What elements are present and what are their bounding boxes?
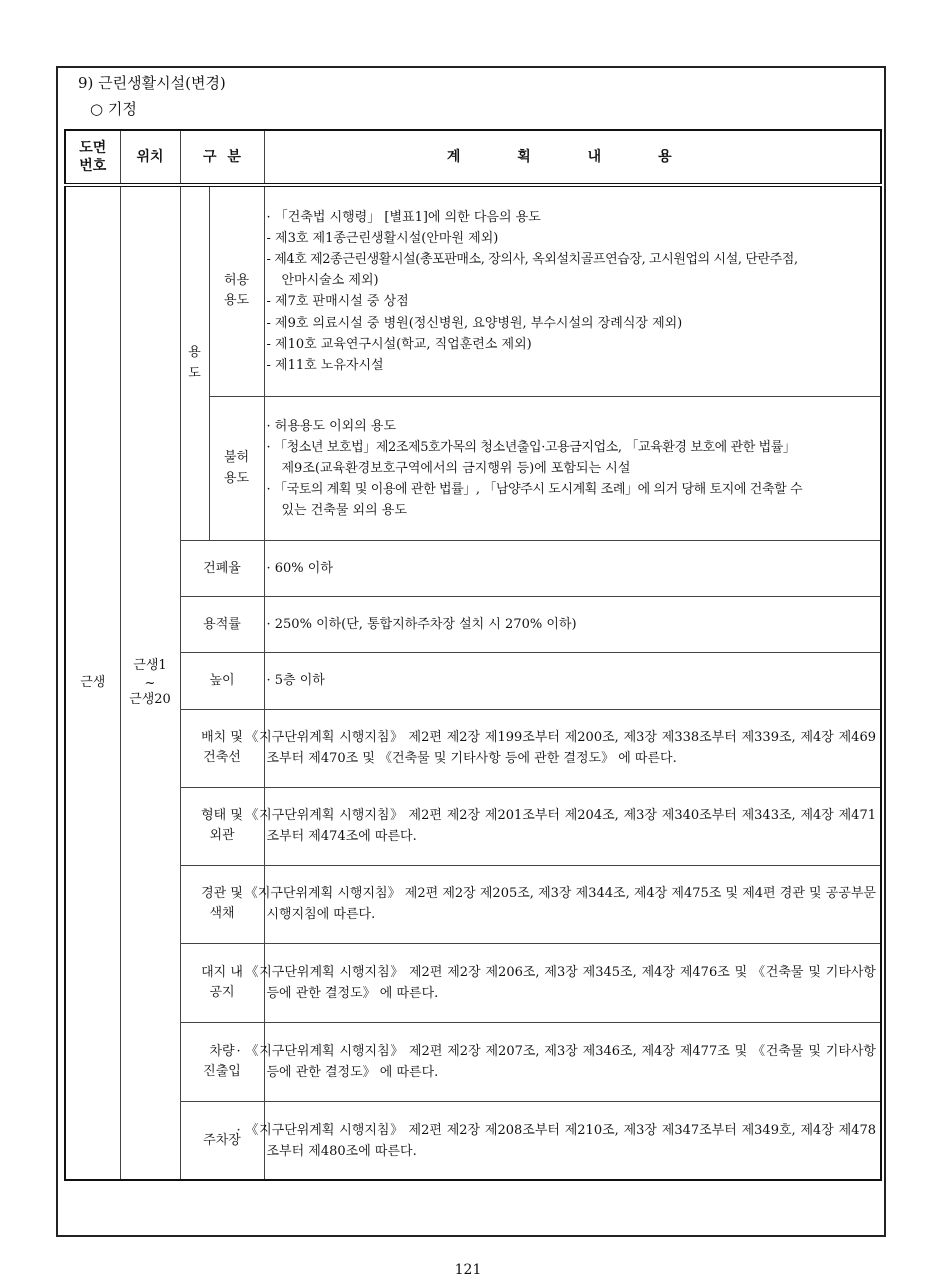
table-row (65, 541, 881, 597)
row-label-landscape (180, 865, 264, 943)
permitted-line: 안마시술소 제외) (281, 273, 379, 289)
row-content-parking: · 《지구단위계획 시행지침》 제2편 제2장 제208조부터 제210조, 제3장 제347조부터 제349호, 제4장 제478조부터 제480조에 따른다. (264, 1102, 881, 1180)
permitted-label-line1: 허용 (223, 273, 250, 289)
row-label-line2: 공지 (209, 985, 235, 1001)
use-label-cell (180, 185, 209, 541)
header-plan: 계 획 내 용 (264, 130, 881, 185)
permitted-label-line2: 용도 (223, 293, 250, 309)
row-content-vehicle-access: · 《지구단위계획 시행지침》 제2편 제2장 제207조, 제3장 제346조, 제4장 제477조 및 《건축물 및 기타사항 등에 관한 결정도》 에 따른다. (264, 1023, 881, 1102)
row-label-vehicle-access (180, 1023, 264, 1102)
permitted-line: - 제11호 노유자시설 (266, 357, 384, 373)
permitted-use-label (209, 185, 264, 396)
prohibited-line: · 「청소년 보호법」제2조제5호가목의 청소년출입·고용금지업소, 「교육환경 보호에 관한 법률」 (266, 439, 796, 455)
header-drawing-no-line1: 도면 (79, 139, 107, 156)
row-label-line1: 대지 내 (201, 964, 243, 980)
row-label-form (180, 787, 264, 865)
table-row (65, 185, 881, 396)
section-title: 9) 근린생활시설(변경) (78, 74, 226, 92)
location-line2: ~ (144, 675, 156, 691)
location-line3: 근생20 (129, 691, 171, 707)
prohibited-line: 제9조(교육환경보호구역에서의 금지행위 등)에 포함되는 시설 (281, 461, 631, 477)
row-label-line1: 형태 및 (201, 808, 243, 824)
use-label-char1: 용 (188, 345, 201, 361)
row-content-form: · 《지구단위계획 시행지침》 제2편 제2장 제201조부터 제204조, 제3장 제340조부터 제343조, 제4장 제471조부터 제474조에 따른다. (264, 787, 881, 865)
plan-table (64, 129, 882, 1181)
table-row (65, 944, 881, 1023)
header-drawing-no (65, 130, 120, 185)
permitted-line: - 제3호 제1종근린생활시설(안마원 제외) (266, 231, 499, 247)
header-category: 구 분 (180, 130, 264, 185)
prohibited-label-line1: 불허 (223, 450, 250, 466)
location-line1: 근생1 (133, 658, 167, 674)
row-content-bcr: · 60% 이하 (264, 541, 881, 597)
row-label-parking: 주차장 (180, 1102, 264, 1180)
page-frame (56, 66, 886, 1237)
subsection-label: ○ 기정 (90, 100, 137, 118)
table-row (65, 709, 881, 787)
row-label-open-space (180, 944, 264, 1023)
row-label-line1: 배치 및 (201, 729, 243, 745)
permitted-line: - 제9호 의료시설 중 병원(정신병원, 요양병원, 부수시설의 장례식장 제외) (266, 315, 683, 331)
row-label-far: 용적률 (180, 597, 264, 653)
permitted-line: - 제4호 제2종근린생활시설(총포판매소, 장의사, 옥외설치골프연습장, 고시원업의 시설, 단란주점, (266, 252, 798, 268)
row-content-landscape: · 《지구단위계획 시행지침》 제2편 제2장 제205조, 제3장 제344조, 제4장 제475조 및 제4편 경관 및 공공부문 시행지침에 따른다. (264, 865, 881, 943)
table-row (65, 865, 881, 943)
permitted-line: - 제7호 판매시설 중 상점 (266, 294, 409, 310)
permitted-line: - 제10호 교육연구시설(학교, 직업훈련소 제외) (266, 336, 532, 352)
row-content-far: · 250% 이하(단, 통합지하주차장 설치 시 270% 이하) (264, 597, 881, 653)
header-drawing-no-line2: 번호 (79, 158, 107, 174)
prohibited-use-content (264, 396, 881, 540)
table-row (65, 787, 881, 865)
prohibited-line: · 「국토의 계획 및 이용에 관한 법률」, 「남양주시 도시계획 조례」에 의거 당해 토지에 건축할 수 (266, 482, 803, 498)
row-content-open-space: · 《지구단위계획 시행지침》 제2편 제2장 제206조, 제3장 제345조, 제4장 제476조 및 《건축물 및 기타사항 등에 관한 결정도》 에 따른다. (264, 944, 881, 1023)
row-label-line2: 건축선 (203, 750, 241, 766)
row-label-line2: 진출입 (203, 1064, 241, 1080)
location-cell (120, 185, 180, 1180)
row-label-layout (180, 709, 264, 787)
row-label-bcr: 건폐율 (180, 541, 264, 597)
row-label-line1: 차량 (209, 1044, 235, 1060)
prohibited-line: 있는 건축물 외의 용도 (281, 503, 407, 519)
prohibited-line: · 허용용도 이외의 용도 (266, 418, 397, 434)
page-number: 121 (454, 1262, 482, 1278)
table-row (65, 1023, 881, 1102)
prohibited-label-line2: 용도 (223, 470, 250, 486)
permitted-use-content (264, 185, 881, 396)
row-content-height: · 5층 이하 (264, 653, 881, 709)
row-label-height: 높이 (180, 653, 264, 709)
table-row (65, 653, 881, 709)
table-row (65, 1102, 881, 1180)
row-content-layout: · 《지구단위계획 시행지침》 제2편 제2장 제199조부터 제200조, 제3장 제338조부터 제339조, 제4장 제469조부터 제470조 및 《건축물 및 기타사항 등에 관한 결정도》 에 따른다. (264, 709, 881, 787)
table-header-row (65, 130, 881, 185)
prohibited-use-label (209, 396, 264, 540)
header-location: 위치 (120, 130, 180, 185)
row-label-line2: 외관 (209, 828, 235, 844)
row-label-line2: 색채 (209, 906, 235, 922)
table-row (65, 597, 881, 653)
permitted-line: · 「건축법 시행령」 [별표1]에 의한 다음의 용도 (266, 210, 541, 226)
row-label-line1: 경관 및 (201, 886, 243, 902)
drawing-no-cell: 근생 (65, 185, 120, 1180)
use-label-char2: 도 (188, 365, 201, 381)
